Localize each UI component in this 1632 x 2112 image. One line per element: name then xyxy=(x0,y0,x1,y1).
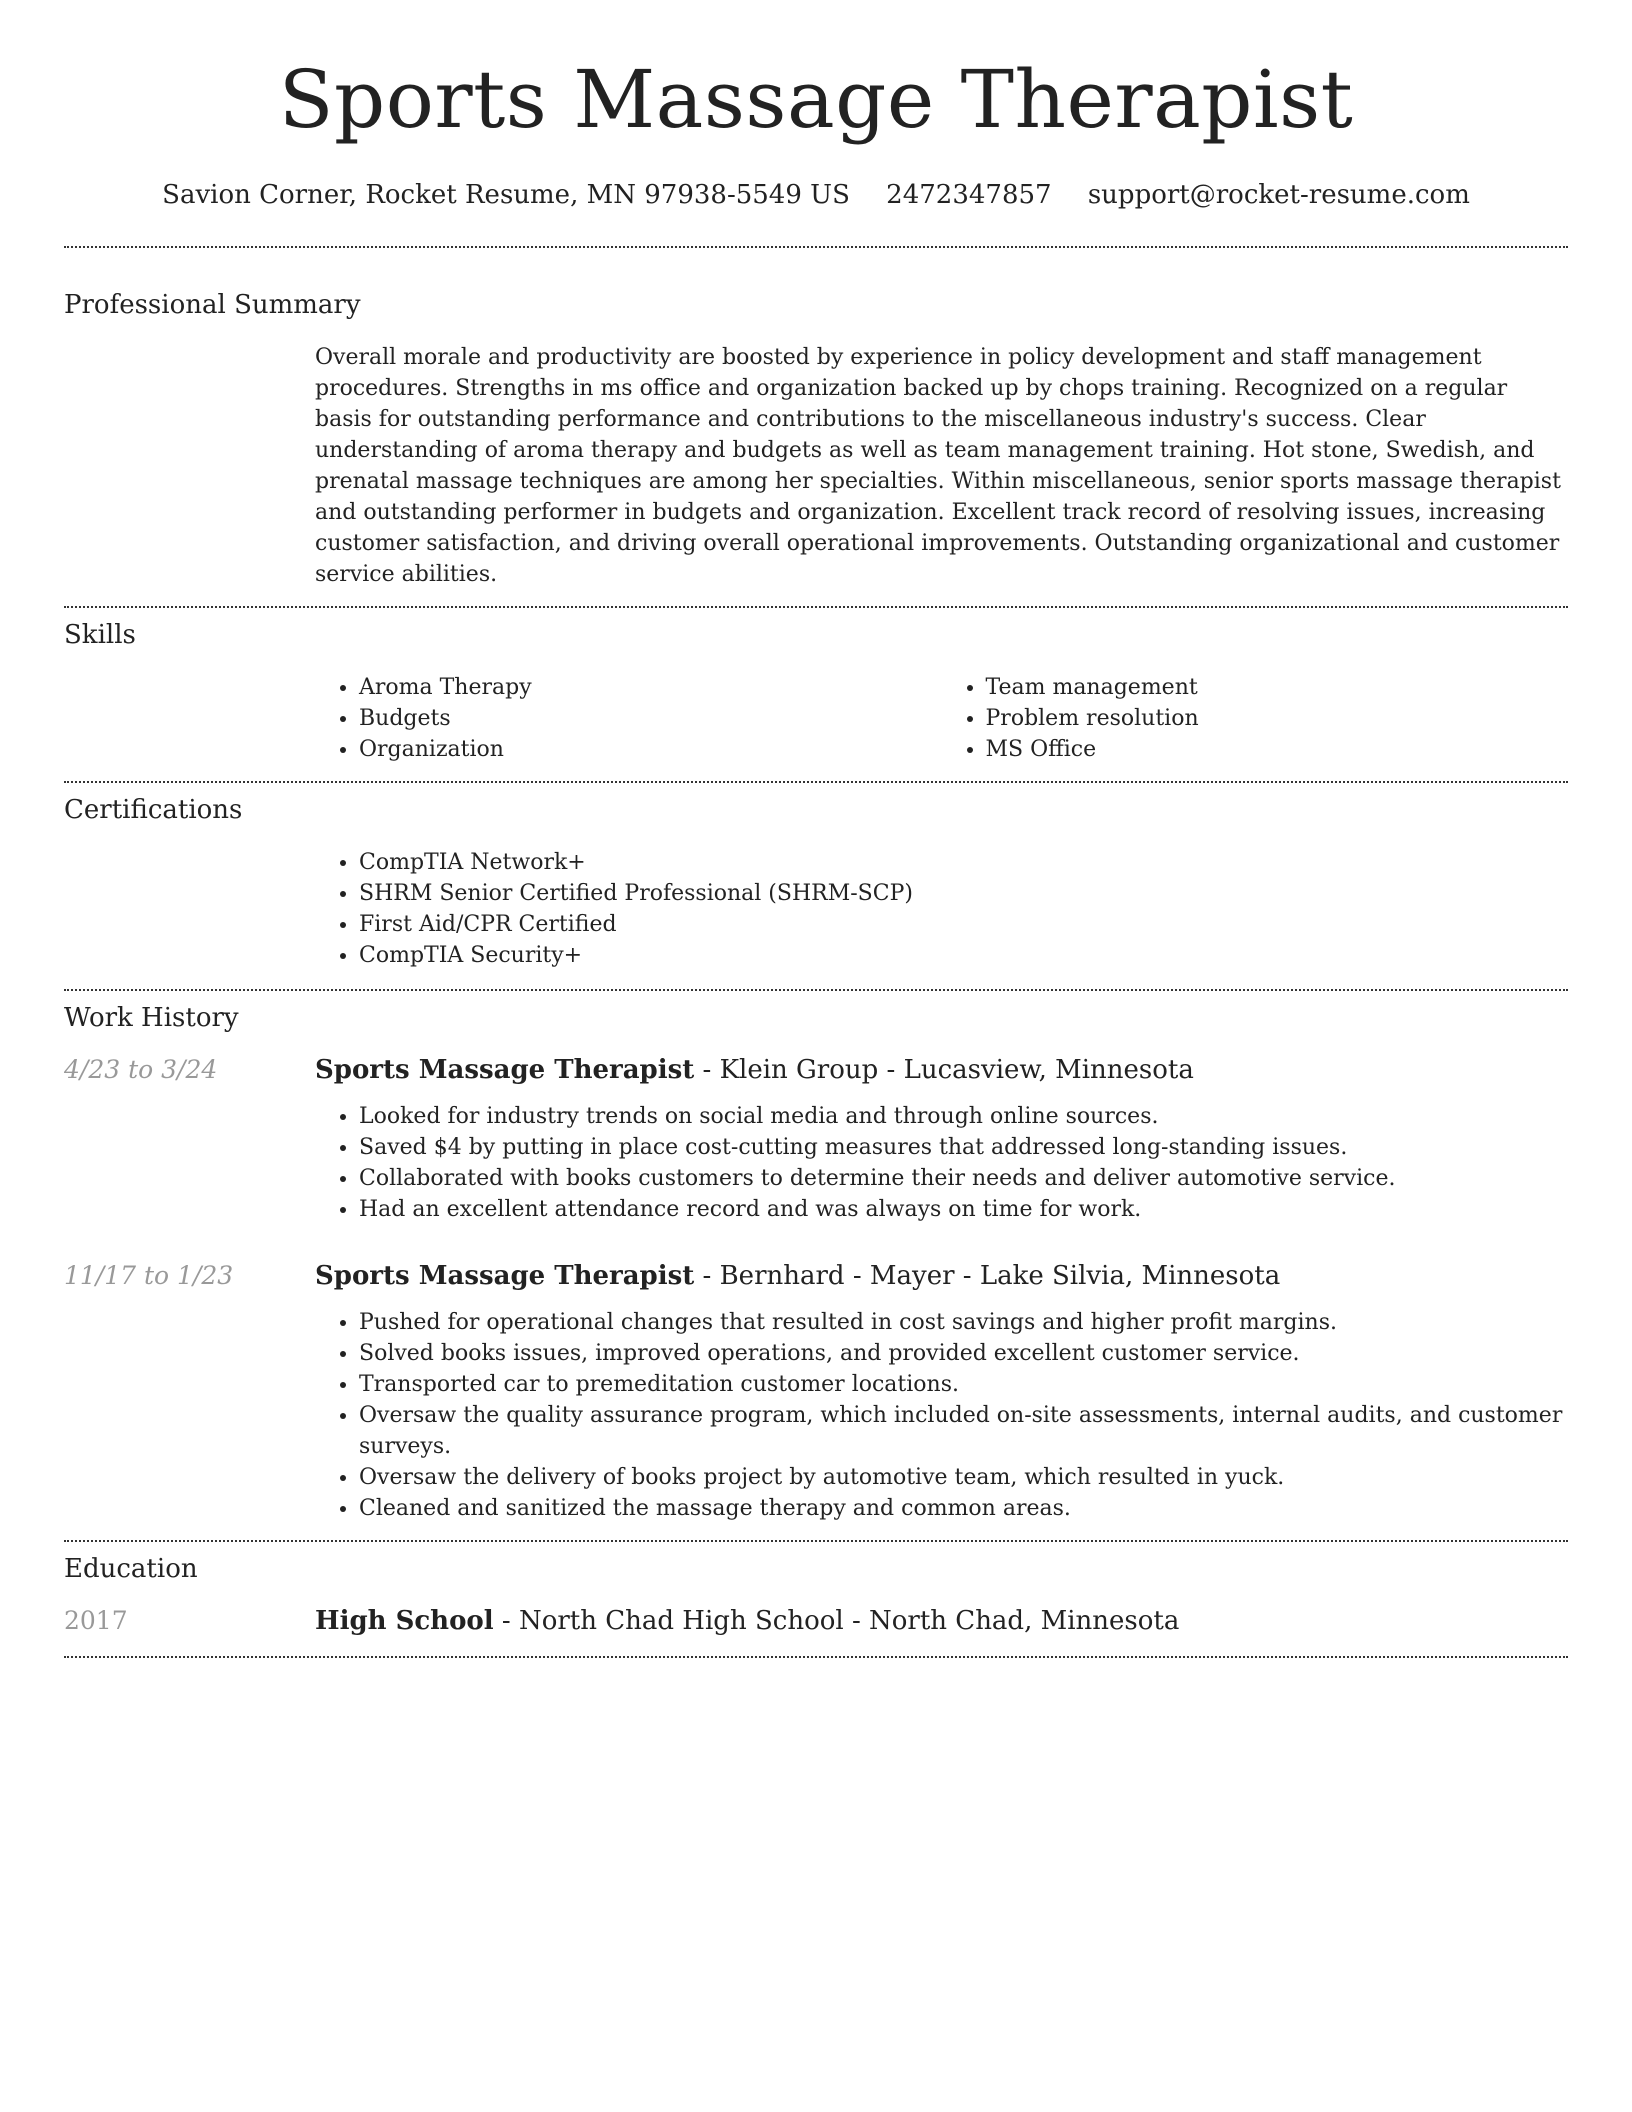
skills-section xyxy=(64,620,1568,765)
job-body xyxy=(315,1259,1568,1524)
certification-item: • CompTIA Security+ xyxy=(359,940,1568,971)
certification-item: • First Aid/CPR Certified xyxy=(359,909,1568,940)
job-bullet: • Solved books issues, improved operations, and provided excellent customer service. xyxy=(359,1338,1568,1369)
work-heading: Work History xyxy=(64,1003,239,1033)
education-section xyxy=(64,1554,1568,1638)
summary-heading: Professional Summary xyxy=(64,290,361,320)
education-date: 2017 xyxy=(64,1606,128,1635)
divider xyxy=(64,1656,1568,1658)
contact-address: Savion Corner, Rocket Resume, MN 97938-5549 US xyxy=(162,180,850,210)
resume-page xyxy=(64,0,1568,1658)
job-bullet: • Looked for industry trends on social media and through online sources. xyxy=(359,1101,1568,1132)
summary-section xyxy=(64,290,1568,590)
education-entry xyxy=(64,1604,1568,1638)
skill-item: • Budgets xyxy=(359,703,942,734)
skills-column-left xyxy=(315,672,942,765)
job-bullet: • Had an excellent attendance record and was always on time for work. xyxy=(359,1194,1568,1225)
skill-item: • Organization xyxy=(359,734,942,765)
job-bullet: • Collaborated with books customers to determine their needs and deliver automotive service. xyxy=(359,1163,1568,1194)
job-entry xyxy=(64,1259,1568,1524)
job-bullet: • Transported car to premeditation customer locations. xyxy=(359,1369,1568,1400)
job-bullet: • Oversaw the quality assurance program, which included on-site assessments, internal audits, and customer surveys. xyxy=(359,1400,1568,1462)
education-title xyxy=(315,1604,1568,1638)
divider xyxy=(64,989,1568,991)
job-bullets xyxy=(315,1101,1568,1225)
summary-text: Overall morale and productivity are boosted by experience in policy development and staff management procedures. Strengths in ms office and organization backed up by chops training. Recognized on a regular basis for outstanding performance and contributions to the miscellaneous industry's success. Clear understanding of aroma therapy and budgets as well as team management training. Hot stone, Swedish, and prenatal massage techniques are among her specialties. Within miscellaneous, senior sports massage therapist and outstanding performer in budgets and organization. Excellent track record of resolving issues, increasing customer satisfaction, and driving overall operational improvements. Outstanding organizational and customer service abilities. xyxy=(315,345,1561,587)
skill-item: • Aroma Therapy xyxy=(359,672,942,703)
divider xyxy=(64,781,1568,783)
job-bullets-wrap xyxy=(315,1307,1568,1524)
skill-item: • MS Office xyxy=(986,734,1569,765)
job-bullets xyxy=(315,1307,1568,1524)
divider xyxy=(64,246,1568,248)
contact-email: support@rocket-resume.com xyxy=(1087,180,1470,210)
job-role: Sports Massage Therapist xyxy=(315,1055,695,1085)
divider xyxy=(64,606,1568,608)
education-school: - North Chad High School - North Chad, Minnesota xyxy=(493,1606,1180,1636)
resume-name: Sports Massage Therapist xyxy=(278,53,1354,146)
job-entry xyxy=(64,1053,1568,1225)
job-bullets-wrap xyxy=(315,1101,1568,1225)
certifications-heading: Certifications xyxy=(64,795,243,825)
skills-list xyxy=(315,672,1568,765)
skills-heading: Skills xyxy=(64,620,136,650)
contact-line xyxy=(64,180,1568,210)
education-body xyxy=(315,1604,1568,1638)
job-date: 4/23 to 3/24 xyxy=(64,1055,218,1084)
education-degree: High School xyxy=(315,1606,494,1636)
certifications-section xyxy=(64,795,1568,971)
job-bullet: • Saved $4 by putting in place cost-cutting measures that addressed long-standing issues. xyxy=(359,1132,1568,1163)
certifications-list xyxy=(315,847,1568,971)
skills-column-right xyxy=(942,672,1569,765)
job-bullet: • Oversaw the delivery of books project by automotive team, which resulted in yuck. xyxy=(359,1462,1568,1493)
contact-phone: 2472347857 xyxy=(886,180,1052,210)
job-role: Sports Massage Therapist xyxy=(315,1261,695,1291)
job-bullet: • Cleaned and sanitized the massage therapy and common areas. xyxy=(359,1493,1568,1524)
certification-item: • SHRM Senior Certified Professional (SHRM-SCP) xyxy=(359,878,1568,909)
summary-body xyxy=(315,342,1568,590)
job-bullet: • Pushed for operational changes that resulted in cost savings and higher profit margins. xyxy=(359,1307,1568,1338)
job-date: 11/17 to 1/23 xyxy=(64,1261,234,1290)
skill-item: • Team management xyxy=(986,672,1569,703)
certification-item: • CompTIA Network+ xyxy=(359,847,1568,878)
education-heading: Education xyxy=(64,1554,198,1584)
job-employer: - Bernhard - Mayer - Lake Silvia, Minnesota xyxy=(694,1261,1281,1291)
certifications-body xyxy=(315,847,1568,971)
job-title xyxy=(315,1053,1568,1087)
job-employer: - Klein Group - Lucasview, Minnesota xyxy=(694,1055,1194,1085)
work-section xyxy=(64,1003,1568,1524)
job-body xyxy=(315,1053,1568,1225)
skill-item: • Problem resolution xyxy=(986,703,1569,734)
divider xyxy=(64,1540,1568,1542)
job-title xyxy=(315,1259,1568,1293)
